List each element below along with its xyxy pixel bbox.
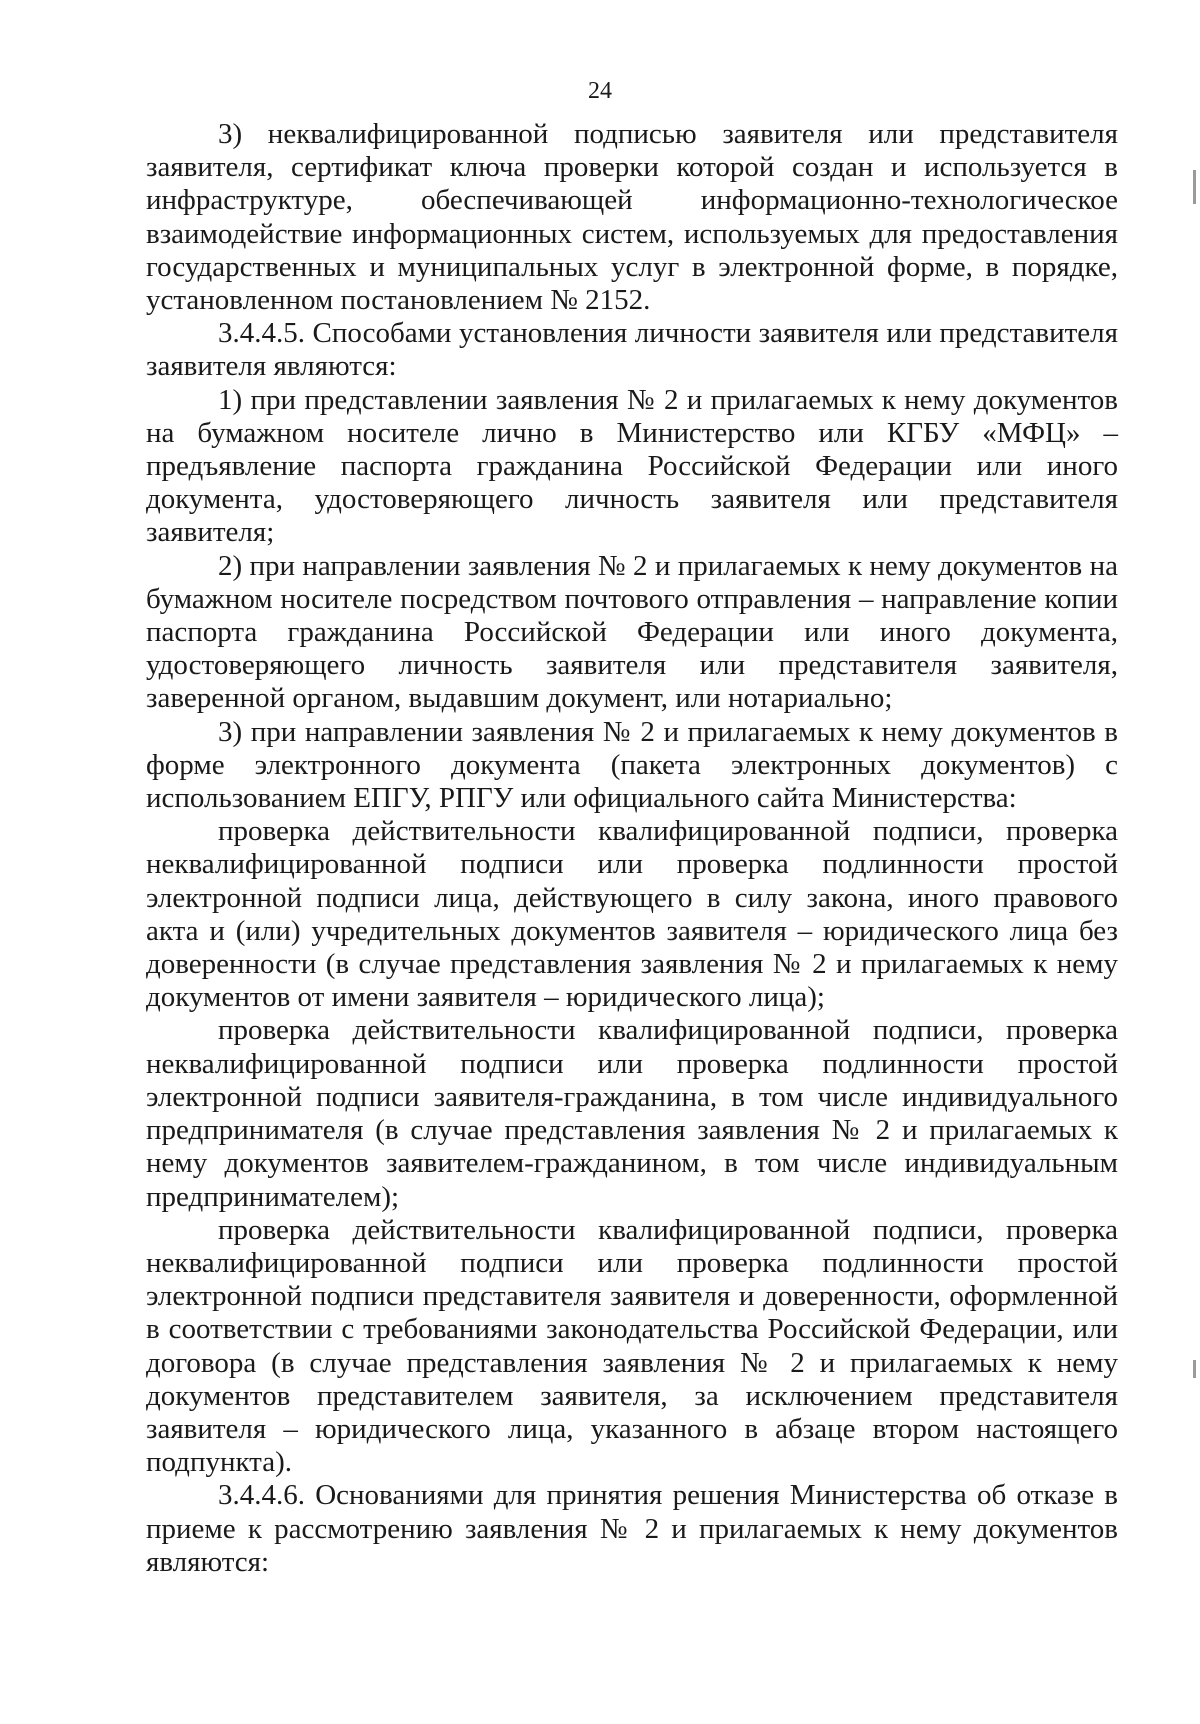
paragraph-3-4-4-6: 3.4.4.6. Основаниями для принятия решения Министерства об отказе в приеме к рассмотрению заявления № 2 и прилагаемых к нему документов являются: <box>146 1479 1118 1578</box>
paragraph-check-legal-entity: проверка действительности квалифицированной подписи, проверка неквалифицированной подписи или проверка подлинности простой электронной подписи лица, действующего в силу закона, иного правового акта и (или) учредительных документов заявителя – юридического лица без доверенности (в случае представления заявления № 2 и прилагаемых к нему документов от имени заявителя – юридического лица); <box>146 815 1118 1014</box>
paragraph-identification-item-3: 3) при направлении заявления № 2 и прилагаемых к нему документов в форме электронного документа (пакета электронных документов) с использованием ЕПГУ, РПГУ или официального сайта Министерства: <box>146 715 1118 815</box>
paragraph-identification-item-2: 2) при направлении заявления № 2 и прилагаемых к нему документов на бумажном носителе посредством почтового отправления – направление копии паспорта гражданина Российской Федерации или иного документа, удостоверяющего личность заявителя или представителя заявителя, заверенной органом, выдавшим документ, или нотариально; <box>146 549 1118 715</box>
paragraph-check-citizen: проверка действительности квалифицированной подписи, проверка неквалифицированной подписи или проверка подлинности простой электронной подписи заявителя-гражданина, в том числе индивидуального предпринимателя (в случае представления заявления № 2 и прилагаемых к нему документов заявителем-гражданином, в том числе индивидуальным предпринимателем); <box>146 1014 1118 1213</box>
paragraph-identification-item-1: 1) при представлении заявления № 2 и прилагаемых к нему документов на бумажном носителе лично в Министерство или КГБУ «МФЦ» – предъявление паспорта гражданина Российской Федерации или иного документа, удостоверяющего личность заявителя или представителя заявителя; <box>146 383 1118 549</box>
page-number: 24 <box>588 78 612 104</box>
paragraph-3-4-4-5: 3.4.4.5. Способами установления личности заявителя или представителя заявителя являются: <box>146 317 1118 383</box>
scan-edge-mark-lower <box>1193 1360 1196 1378</box>
paragraph-signature-item-3: 3) неквалифицированной подписью заявителя или представителя заявителя, сертификат ключа проверки которой создан и используется в инфраструктуре, обеспечивающей информационно-технологическое взаимодействие информационных систем, используемых для предоставления государственных и муниципальных услуг в электронной форме, в порядке, установленном постановлением № 2152. <box>146 118 1118 317</box>
scan-edge-mark <box>1193 170 1196 204</box>
paragraph-check-representative: проверка действительности квалифицированной подписи, проверка неквалифицированной подписи или проверка подлинности простой электронной подписи представителя заявителя и доверенности, оформленной в соответствии с требованиями законодательства Российской Федерации, или договора (в случае представления заявления № 2 и прилагаемых к нему документов представителем заявителя, за исключением представителя заявителя – юридического лица, указанного в абзаце втором настоящего подпункта). <box>146 1213 1118 1479</box>
document-body <box>146 118 1118 1579</box>
